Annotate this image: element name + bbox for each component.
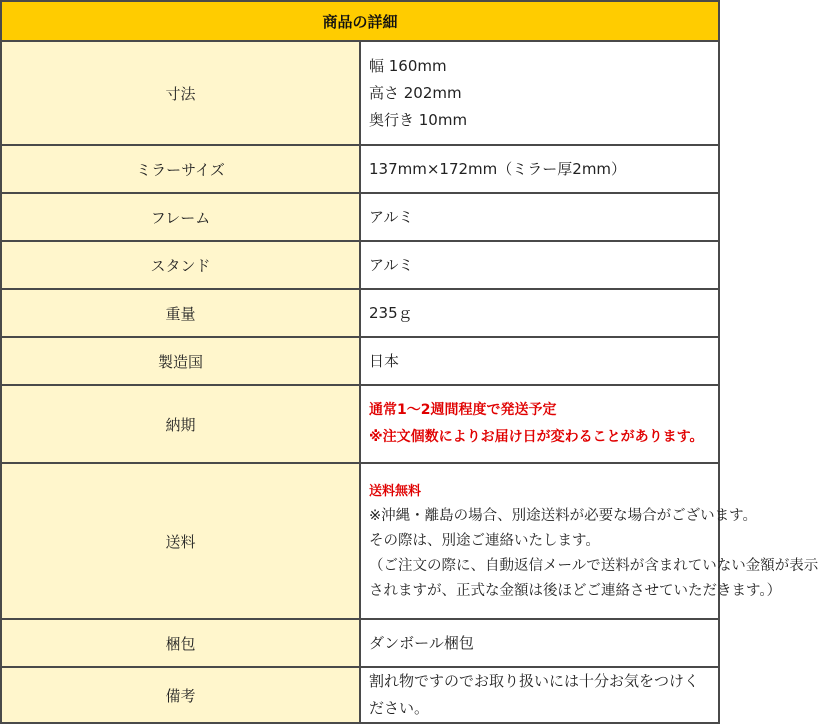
row-value-packaging: ダンボール梱包 bbox=[360, 619, 719, 667]
delivery-estimate: 通常1～2週間程度で発送予定 bbox=[369, 402, 557, 418]
row-stand bbox=[1, 241, 719, 289]
shipping-note-4: されますが、正式な金額は後ほどご連絡させていただきます。） bbox=[369, 582, 782, 599]
row-label-dimensions: 寸法 bbox=[1, 41, 360, 145]
shipping-note-1: ※沖縄・離島の場合、別途送料が必要な場合がございます。 bbox=[369, 507, 757, 524]
row-label-origin: 製造国 bbox=[1, 337, 360, 385]
shipping-note-3: （ご注文の際に、自動返信メールで送料が含まれていない金額が表示 bbox=[369, 557, 818, 574]
row-value-delivery bbox=[360, 385, 719, 463]
row-value-weight: 235ｇ bbox=[360, 289, 719, 337]
row-dimensions bbox=[1, 41, 719, 145]
row-label-notes: 備考 bbox=[1, 667, 360, 723]
row-packaging bbox=[1, 619, 719, 667]
row-delivery bbox=[1, 385, 719, 463]
row-label-stand: スタンド bbox=[1, 241, 360, 289]
row-value-frame: アルミ bbox=[360, 193, 719, 241]
dimension-width: 幅 160mm bbox=[369, 56, 447, 75]
row-label-packaging: 梱包 bbox=[1, 619, 360, 667]
row-label-weight: 重量 bbox=[1, 289, 360, 337]
row-weight bbox=[1, 289, 719, 337]
row-value-mirror-size: 137mm×172mm（ミラー厚2mm） bbox=[360, 145, 719, 193]
table-title: 商品の詳細 bbox=[1, 1, 719, 41]
dimension-depth: 奥行き 10mm bbox=[369, 110, 468, 129]
row-shipping bbox=[1, 463, 719, 619]
row-value-shipping bbox=[360, 463, 818, 619]
shipping-note-2: その際は、別途ご連絡いたします。 bbox=[369, 532, 600, 549]
row-value-dimensions bbox=[360, 41, 719, 145]
row-mirror-size bbox=[1, 145, 719, 193]
row-label-frame: フレーム bbox=[1, 193, 360, 241]
row-origin bbox=[1, 337, 719, 385]
row-value-notes: 割れ物ですのでお取り扱いには十分お気をつけください。 bbox=[360, 667, 719, 723]
table-header-row bbox=[1, 1, 719, 41]
row-label-delivery: 納期 bbox=[1, 385, 360, 463]
row-notes bbox=[1, 667, 719, 723]
row-value-stand: アルミ bbox=[360, 241, 719, 289]
dimension-height: 高さ 202mm bbox=[369, 83, 462, 102]
free-shipping-badge: 送料無料 bbox=[369, 483, 422, 499]
row-value-origin: 日本 bbox=[360, 337, 719, 385]
delivery-notice: ※注文個数によりお届け日が変わることがあります。 bbox=[369, 429, 704, 445]
row-label-shipping: 送料 bbox=[1, 463, 360, 619]
row-label-mirror-size: ミラーサイズ bbox=[1, 145, 360, 193]
row-frame bbox=[1, 193, 719, 241]
